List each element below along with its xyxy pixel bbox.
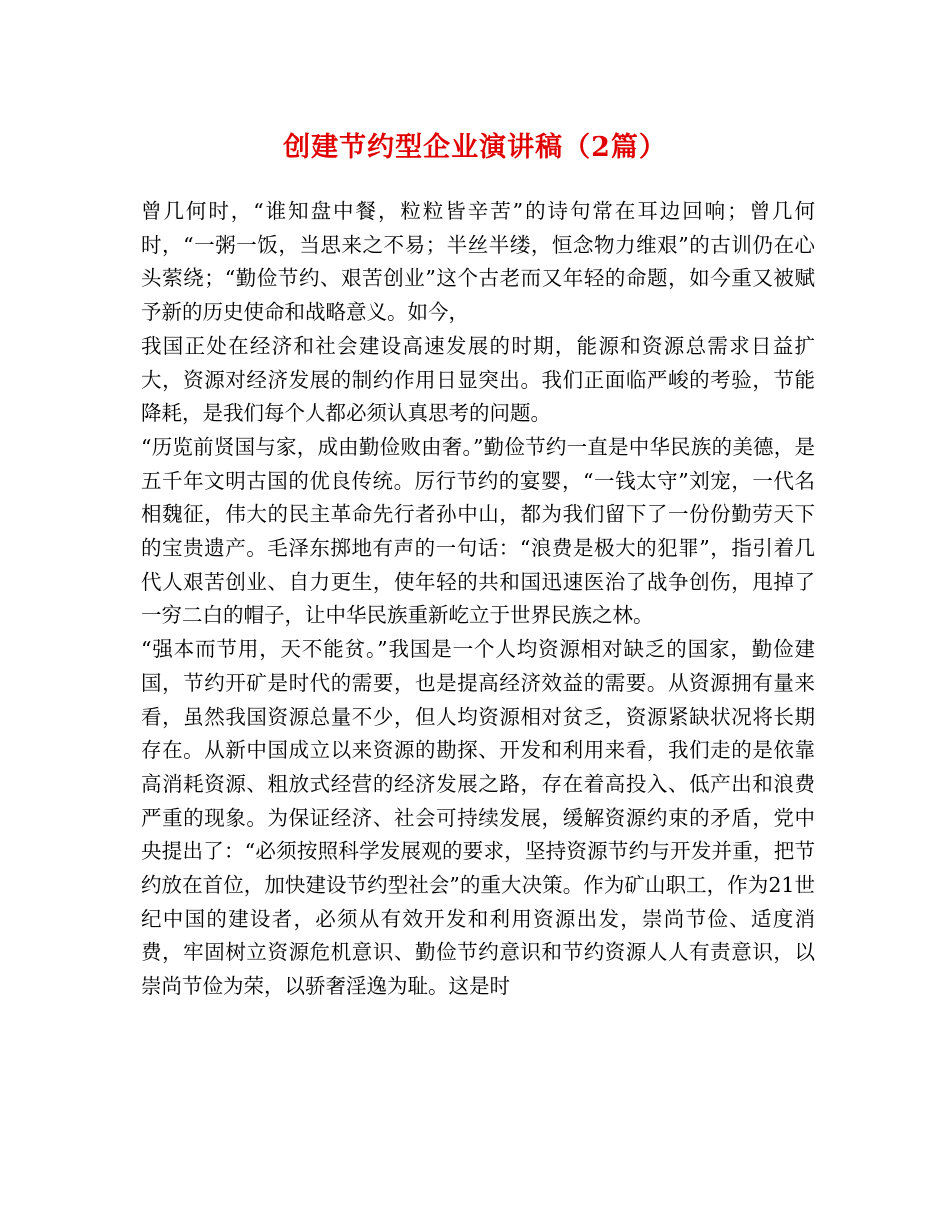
paragraph-4: “强本而节用，天不能贫。”我国是一个人均资源相对缺乏的国家，勤俭建国，节约开矿是时代的需要，也是提高经济效益的需要。从资源拥有量来看，虽然我国资源总量不少，但人均资源相对贫乏，资源紧缺状况将长期存在。从新中国成立以来资源的勘探、开发和利用来看，我们走的是依靠高消耗资源、粗放式经营的经济发展之路，存在着高投入、低产出和浪费严重的现象。为保证经济、社会可持续发展，缓解资源约束的矛盾，党中央提出了：“必须按照科学发展观的要求，坚持资源节约与开发并重，把节约放在首位，加快建设节约型社会”的重大决策。作为矿山职工，作为21世纪中国的建设者，必须从有效开发和利用资源出发，崇尚节俭、适度消费，牢固树立资源危机意识、勤俭节约意识和节约资源人人有责意识，以崇尚节俭为荣，以骄奢淫逸为耻。这是时 [141, 637, 815, 999]
paragraph-3: “历览前贤国与家，成由勤俭败由奢。”勤俭节约一直是中华民族的美德，是五千年文明古国的优良传统。厉行节约的宴婴，“一钱太守”刘宠，一代名相魏征，伟大的民主革命先行者孙中山，都为我们留下了一份份勤劳天下的宝贵遗产。毛泽东掷地有声的一句话：“浪费是极大的犯罪”，指引着几代人艰苦创业、自力更生，使年轻的共和国迅速医治了战争创伤，甩掉了一穷二白的帽子，让中华民族重新屹立于世界民族之林。 [141, 434, 815, 628]
paragraph-2: 我国正处在经济和社会建设高速发展的时期，能源和资源总需求日益扩大，资源对经济发展的制约作用日显突出。我们正面临严峻的考验，节能降耗，是我们每个人都必须认真思考的问题。 [141, 333, 815, 426]
paragraph-1: 曾几何时，“谁知盘中餐，粒粒皆辛苦”的诗句常在耳边回响；曾几何时，“一粥一饭，当思来之不易；半丝半缕，恒念物力维艰”的古训仍在心头萦绕；“勤俭节约、艰苦创业”这个古老而又年轻的命题，如今重又被赋予新的历史使命和战略意义。如今， [141, 199, 815, 325]
document-title: 创建节约型企业演讲稿（2篇） [283, 132, 667, 163]
document-body [141, 195, 815, 1004]
